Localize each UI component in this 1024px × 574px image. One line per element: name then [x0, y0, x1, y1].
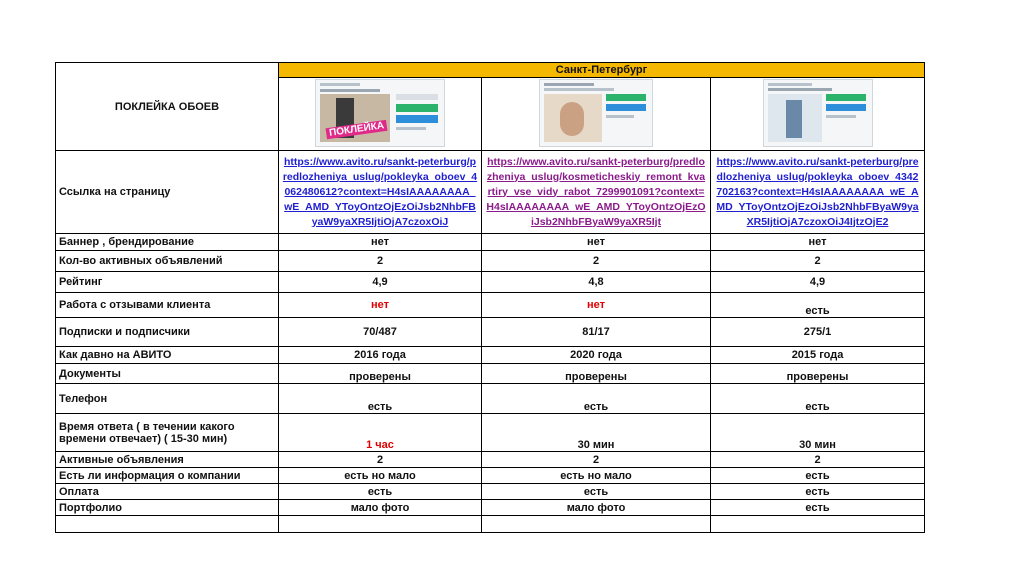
link-cell-1	[279, 151, 482, 234]
cell-value: есть	[279, 484, 482, 500]
table-row	[56, 364, 925, 384]
row-label: Портфолио	[56, 500, 279, 516]
row-label: Баннер , брендирование	[56, 234, 279, 251]
cell-value	[711, 516, 925, 533]
table-row	[56, 452, 925, 468]
cell-value: 2	[711, 452, 925, 468]
cell-value: проверены	[482, 364, 711, 384]
link-row	[56, 151, 925, 234]
cell-value: есть но мало	[279, 468, 482, 484]
cell-value: нет	[711, 234, 925, 251]
cell-value: мало фото	[279, 500, 482, 516]
cell-value: есть	[711, 384, 925, 414]
row-label: Документы	[56, 364, 279, 384]
cell-value: есть	[711, 293, 925, 318]
cell-value: 2	[279, 251, 482, 272]
city-header: Санкт-Петербург	[279, 63, 925, 78]
comparison-table	[55, 62, 925, 533]
table-row	[56, 484, 925, 500]
cell-value: 2	[711, 251, 925, 272]
link-cell-2	[482, 151, 711, 234]
cell-value: есть	[279, 384, 482, 414]
cell-value: 4,9	[279, 272, 482, 293]
cell-value: 1 час	[279, 414, 482, 452]
cell-value: нет	[279, 293, 482, 318]
row-label: Работа с отзывами клиента	[56, 293, 279, 318]
cell-value: 2	[279, 452, 482, 468]
table-row	[56, 516, 925, 533]
table-row	[56, 293, 925, 318]
row-label: Оплата	[56, 484, 279, 500]
row-label	[56, 516, 279, 533]
cell-value: есть	[711, 484, 925, 500]
table-row	[56, 414, 925, 452]
row-label: Время ответа ( в течении какого времени отвечает) ( 15-30 мин)	[56, 414, 279, 452]
link-row-label: Ссылка на страницу	[56, 151, 279, 234]
row-label: Телефон	[56, 384, 279, 414]
cell-value: есть но мало	[482, 468, 711, 484]
cell-value: 30 мин	[482, 414, 711, 452]
listing-link-3[interactable]: https://www.avito.ru/sankt-peterburg/predlozheniya_uslug/pokleyka_oboev_4342702163?context=H4sIAAAAAAAA_wE_AMD_YToyOntzOjEzOiJsb2NhbFByaW9yaXR5IjtiOjA7czoxOiJ4IjtzOjE2	[716, 155, 919, 228]
thumbnail-cell-1	[279, 78, 482, 151]
cell-value: 2016 года	[279, 347, 482, 364]
listing-screenshot-2[interactable]	[539, 79, 653, 147]
row-label: Рейтинг	[56, 272, 279, 293]
table-row	[56, 251, 925, 272]
cell-value: 2020 года	[482, 347, 711, 364]
cell-value	[279, 516, 482, 533]
cell-value: 81/17	[482, 318, 711, 347]
cell-value: проверены	[279, 364, 482, 384]
listing-link-2[interactable]: https://www.avito.ru/sankt-peterburg/predlozheniya_uslug/kosmeticheskiy_remont_kvartiry_vse_vidy_rabot_7299901091?context=H4sIAAAAAAAA_wE_AMD_YToyOntzOjEzOiJsb2NhbFByaW9yaXR5Ijt	[486, 155, 706, 228]
cell-value: проверены	[711, 364, 925, 384]
cell-value: 30 мин	[711, 414, 925, 452]
thumbnail-badge: ПОКЛЕЙКА	[326, 119, 388, 138]
table-row	[56, 500, 925, 516]
cell-value: мало фото	[482, 500, 711, 516]
cell-value: есть	[711, 468, 925, 484]
cell-value: 4,8	[482, 272, 711, 293]
row-label: Кол-во активных объявлений	[56, 251, 279, 272]
row-label: Активные объявления	[56, 452, 279, 468]
cell-value: нет	[482, 293, 711, 318]
cell-value: 275/1	[711, 318, 925, 347]
thumbnail-cell-2	[482, 78, 711, 151]
thumbnail-cell-3	[711, 78, 925, 151]
table-row	[56, 272, 925, 293]
cell-value: 2015 года	[711, 347, 925, 364]
table-row	[56, 468, 925, 484]
link-cell-3	[711, 151, 925, 234]
row-label: Как давно на АВИТО	[56, 347, 279, 364]
listing-screenshot-3[interactable]	[763, 79, 873, 147]
cell-value: есть	[711, 500, 925, 516]
table-row	[56, 347, 925, 364]
listing-screenshot-1[interactable]	[315, 79, 445, 147]
listing-link-1[interactable]: https://www.avito.ru/sankt-peterburg/predlozheniya_uslug/pokleyka_oboev_4062480612?context=H4sIAAAAAAAA_wE_AMD_YToyOntzOjEzOiJsb2NhbFByaW9yaXR5IjtiOjA7czoxOiJ	[282, 155, 478, 228]
city-header-row	[56, 63, 925, 78]
cell-value: 2	[482, 251, 711, 272]
cell-value: 4,9	[711, 272, 925, 293]
cell-value: есть	[482, 384, 711, 414]
service-title: ПОКЛЕЙКА ОБОЕВ	[56, 63, 279, 151]
cell-value: 2	[482, 452, 711, 468]
row-label: Подписки и подписчики	[56, 318, 279, 347]
table-row	[56, 318, 925, 347]
cell-value	[482, 516, 711, 533]
table-row	[56, 384, 925, 414]
row-label: Есть ли информация о компании	[56, 468, 279, 484]
cell-value: 70/487	[279, 318, 482, 347]
cell-value: нет	[279, 234, 482, 251]
table-row	[56, 234, 925, 251]
cell-value: нет	[482, 234, 711, 251]
cell-value: есть	[482, 484, 711, 500]
